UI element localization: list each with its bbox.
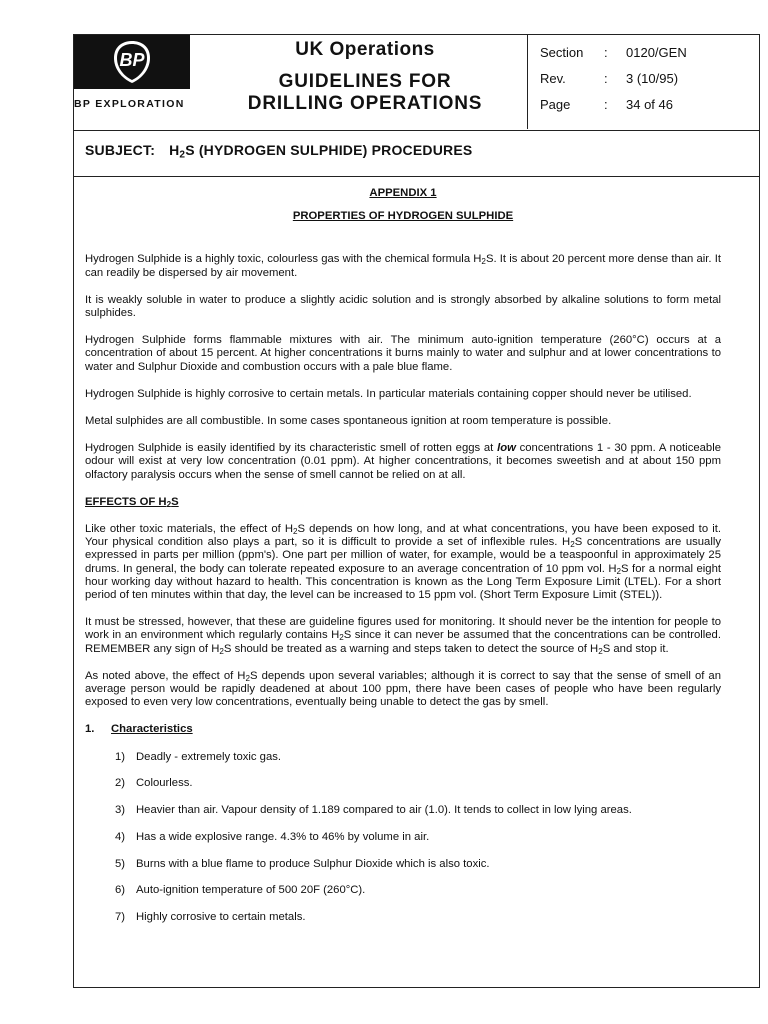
bp-shield-icon xyxy=(108,38,156,86)
meta-key: Rev. xyxy=(540,71,566,86)
paragraph: Hydrogen Sulphide is highly corrosive to certain metals. In particular materials containing copper should never be utilised. xyxy=(85,387,692,400)
meta-sep: : xyxy=(604,45,608,60)
effects-heading: EFFECTS OF $H_2S$ xyxy=(85,495,179,509)
title-line-2b: DRILLING OPERATIONS xyxy=(247,93,483,114)
document-body xyxy=(85,185,721,938)
list-item: 2) Colourless. xyxy=(114,777,193,790)
list-item: 7) Highly corrosive to certain metals. xyxy=(114,910,306,923)
meta-row-rev xyxy=(528,69,759,95)
meta-row-page xyxy=(528,95,759,121)
paragraph: Like other toxic materials, the effect of $H_2S$ depends on how long, and at what concentrations, you have been exposed to it. Your physical condition also plays a part, so it is difficult to provide a set of inflexible rules. $H_2S$ concentrations are usually expressed in parts per million (ppm's). One part per million of water, for example, would be a teaspoonful in approximately 25 drums. In general, the body can tolerate repeated exposure to an average concentration of 10 ppm vol. $H_2S$ for a normal eight hour working day without hazard to health. This concentration is known as the Long Term Exposure Limit (LTEL). For a short period of ten minutes within that day, the level can be increased to 15 ppm vol. (Short Term Exposure Limit (STEL)). xyxy=(85,523,721,602)
subject-post: S (HYDROGEN SULPHIDE) PROCEDURES xyxy=(185,142,473,158)
title-line-2 xyxy=(224,71,506,115)
list-item: 5) Burns with a blue flame to produce Sulphur Dioxide which is also toxic. xyxy=(114,857,490,870)
meta-sep: : xyxy=(604,71,608,86)
list-item: 3) Heavier than air. Vapour density of 1.189 compared to air (1.0). It tends to collect in low lying areas. xyxy=(114,804,632,817)
subject-sub: 2 xyxy=(179,149,186,161)
paragraph: As noted above, the effect of $H_2S$ depends upon several variables; although it is correct to say that the sense of smell of an average person would be rapidly deadened at about 100 ppm, there have been cases of people who have been regularly exposed to even very low concentrations, eventually being unable to detect the gas by smell. xyxy=(85,669,721,709)
meta-key: Page xyxy=(540,97,571,112)
logo-lettering: BP xyxy=(119,50,145,70)
list-item: 4) Has a wide explosive range. 4.3% to 46% by volume in air. xyxy=(114,830,430,843)
bp-logo xyxy=(74,35,190,89)
meta-value: 3 (10/95) xyxy=(626,71,679,86)
meta-value: 34 of 46 xyxy=(626,97,673,112)
paragraph: Metal sulphides are all combustible. In some cases spontaneous ignition at room temperature is possible. xyxy=(85,415,612,428)
list-item: 1) Deadly - extremely toxic gas. xyxy=(114,750,282,763)
meta-row-section xyxy=(528,43,759,69)
document-meta xyxy=(527,35,759,129)
meta-key: Section xyxy=(540,45,584,60)
subject-label: SUBJECT: xyxy=(85,142,156,158)
subject-pre: H xyxy=(169,142,180,158)
paragraph: It must be stressed, however, that these are guideline figures used for monitoring. It should never be the intention for people to work in an environment which regularly contains $H_2S$ since it can never be assumed that the concentrations can be controlled. REMEMBER any sign of $H_2S$ should be treated as a warning and steps taken to detect the source of $H_2S$ and stop it. xyxy=(85,616,721,656)
list-item: 6) Auto-ignition temperature of 500 20F (260°C). xyxy=(114,884,366,897)
title-line-2a: GUIDELINES FOR xyxy=(278,71,452,92)
document-header xyxy=(74,35,759,131)
company-name: BP EXPLORATION xyxy=(74,98,185,110)
paragraph: Hydrogen Sulphide is easily identified by its characteristic smell of rotten eggs at low concentrations 1 - 30 ppm. A noticeable odour will exist at very low concentration (0.01 ppm). At higher concentrations, it becomes sweetish and at about 150 ppm olfactory paralysis occurs when the sense of smell cannot be relied on at all. xyxy=(85,442,721,481)
characteristics-heading: 1. Characteristics xyxy=(85,723,193,736)
appendix-subtitle: PROPERTIES OF HYDROGEN SULPHIDE xyxy=(292,210,514,223)
meta-value: 0120/GEN xyxy=(626,45,687,60)
subject-line xyxy=(74,131,759,177)
title-line-1: UK Operations xyxy=(295,39,435,60)
paragraph: Hydrogen Sulphide is a highly toxic, colourless gas with the chemical formula $H_2S$. It is about 20 percent more dense than air. It can readily be dispersed by air movement. xyxy=(85,253,721,279)
paragraph: It is weakly soluble in water to produce a slightly acidic solution and is strongly absorbed by alkaline solutions to form metal sulphides. xyxy=(85,293,721,320)
document-titles xyxy=(224,39,506,115)
paragraph: Hydrogen Sulphide forms flammable mixtures with air. The minimum auto-ignition temperature (260°C) occurs at a concentration of about 15 percent. At higher concentrations it burns mainly to water and sulphur and at lower concentrations to water and Sulphur Dioxide and combustion occurs with a pale blue flame. xyxy=(85,334,721,373)
appendix-title: APPENDIX 1 xyxy=(369,187,437,199)
meta-sep: : xyxy=(604,97,608,112)
page-frame xyxy=(73,34,760,988)
